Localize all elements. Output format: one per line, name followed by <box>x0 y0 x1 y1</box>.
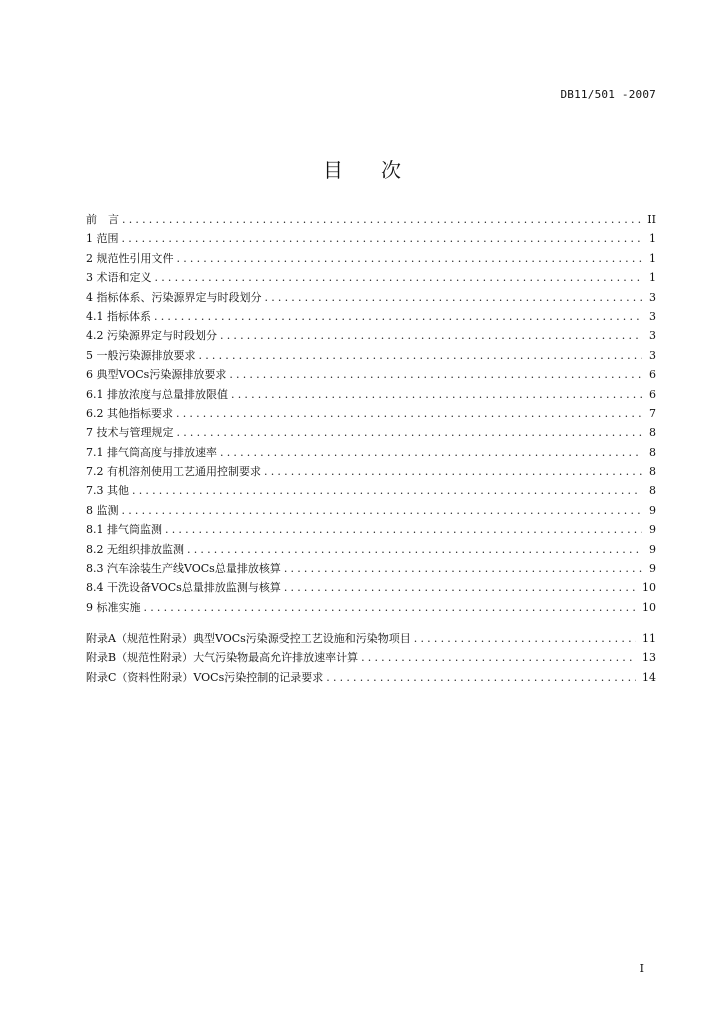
dot-leader <box>326 668 636 687</box>
toc-entry-page: 14 <box>642 670 656 684</box>
toc-entry-page: 3 <box>649 290 656 304</box>
toc-entry[interactable] <box>86 481 656 500</box>
dot-leader <box>284 559 642 578</box>
toc-entry-page: 3 <box>649 348 656 362</box>
toc-entry-label: 8.3 汽车涂装生产线VOCs总量排放核算 <box>86 562 281 576</box>
toc-entry[interactable] <box>86 423 656 442</box>
toc-entry-label: 附录B（规范性附录）大气污染物最高允许排放速率计算 <box>86 651 359 665</box>
toc-entry-label: 4 指标体系、污染源界定与时段划分 <box>86 290 262 304</box>
toc-entry-label: 6.1 排放浓度与总量排放限值 <box>86 387 228 401</box>
toc-entry[interactable] <box>86 307 656 326</box>
toc-entry[interactable] <box>86 229 656 248</box>
dot-leader <box>220 326 642 345</box>
toc-entry-page: II <box>647 213 656 226</box>
toc-entry[interactable] <box>86 540 656 559</box>
toc-entry[interactable] <box>86 501 656 520</box>
dot-leader <box>122 210 641 229</box>
toc-entry-label: 4.2 污染源界定与时段划分 <box>86 329 217 343</box>
toc-entry-label: 8.2 无组织排放监测 <box>86 542 184 556</box>
document-code: DB11/501 -2007 <box>560 88 656 101</box>
dot-leader <box>231 385 642 404</box>
toc-entry-label: 8.1 排气筒监测 <box>86 523 162 537</box>
toc-entry[interactable] <box>86 598 656 617</box>
toc-entry-page: 3 <box>649 329 656 343</box>
toc-entry-page: 8 <box>649 426 656 440</box>
toc-entry-page: 9 <box>649 542 656 556</box>
toc-entry-page: 1 <box>649 271 656 285</box>
dot-leader <box>155 268 643 287</box>
toc-entry-label: 附录A（规范性附录）典型VOCs污染源受控工艺设施和污染物项目 <box>86 632 411 645</box>
toc-entry-page: 8 <box>649 484 656 498</box>
dot-leader <box>177 249 643 268</box>
toc-entry[interactable] <box>86 385 656 404</box>
toc-entry-page: 8 <box>649 445 656 459</box>
toc-entry[interactable] <box>86 288 656 307</box>
dot-leader <box>264 462 642 481</box>
toc-entry-label: 7 技术与管理规定 <box>86 426 174 440</box>
toc-entry-label: 8.4 干洗设备VOCs总量排放监测与核算 <box>86 581 281 595</box>
appendix-entry[interactable] <box>86 668 656 687</box>
dot-leader <box>177 423 643 442</box>
toc-entry-label: 9 标准实施 <box>86 600 141 614</box>
toc-entry[interactable] <box>86 346 656 365</box>
toc-entry[interactable] <box>86 520 656 539</box>
dot-leader <box>187 540 642 559</box>
appendix-list <box>86 629 656 687</box>
dot-leader <box>144 598 637 617</box>
toc-entry-label: 6.2 其他指标要求 <box>86 406 173 420</box>
toc-entry[interactable] <box>86 365 656 384</box>
toc-entry-page: 10 <box>642 600 656 614</box>
toc-entry[interactable] <box>86 578 656 597</box>
toc-entry-page: 13 <box>642 651 656 665</box>
dot-leader <box>165 520 642 539</box>
dot-leader <box>220 443 642 462</box>
toc-entry-label: 4.1 指标体系 <box>86 309 151 323</box>
toc-entry-page: 8 <box>649 465 656 479</box>
toc-entry-label: 1 范围 <box>86 232 119 246</box>
toc-entry-label: 3 术语和定义 <box>86 271 152 285</box>
toc-entry[interactable] <box>86 404 656 423</box>
toc-entry-label: 6 典型VOCs污染源排放要求 <box>86 368 227 382</box>
toc-entry-page: 7 <box>649 406 656 420</box>
toc-entry-page: 1 <box>649 251 656 265</box>
dot-leader <box>132 481 642 500</box>
dot-leader <box>199 346 643 365</box>
appendix-entry[interactable] <box>86 629 656 648</box>
toc-entry-label: 7.1 排气筒高度与排放速率 <box>86 445 217 459</box>
toc-entry-page: 9 <box>649 562 656 576</box>
toc-entry[interactable] <box>86 268 656 287</box>
toc-entry-page: 6 <box>649 368 656 382</box>
dot-leader <box>122 229 643 248</box>
toc-entry-label: 7.3 其他 <box>86 484 129 498</box>
toc-entry[interactable] <box>86 462 656 481</box>
page-number: I <box>639 962 644 975</box>
appendix-entry[interactable] <box>86 648 656 667</box>
dot-leader <box>361 648 636 667</box>
table-of-contents <box>86 210 656 617</box>
toc-entry-label: 5 一般污染源排放要求 <box>86 348 196 362</box>
page-title: 目次 <box>323 158 439 182</box>
dot-leader <box>284 578 636 597</box>
toc-entry[interactable] <box>86 210 656 229</box>
toc-entry-label: 2 规范性引用文件 <box>86 251 174 265</box>
dot-leader <box>122 501 643 520</box>
toc-entry[interactable] <box>86 443 656 462</box>
toc-entry-page: 1 <box>649 232 656 246</box>
toc-entry-page: 9 <box>649 523 656 537</box>
dot-leader <box>265 288 643 307</box>
toc-entry-page: 6 <box>649 387 656 401</box>
dot-leader <box>414 629 636 648</box>
toc-entry-page: 10 <box>642 581 656 595</box>
dot-leader <box>229 365 642 384</box>
toc-entry-label: 前 言 <box>86 213 119 226</box>
dot-leader <box>176 404 642 423</box>
toc-entry[interactable] <box>86 326 656 345</box>
toc-entry-label: 7.2 有机溶剂使用工艺通用控制要求 <box>86 465 261 479</box>
toc-entry-page: 3 <box>649 309 656 323</box>
toc-entry-page: 9 <box>649 503 656 517</box>
toc-entry-label: 8 监测 <box>86 503 119 517</box>
dot-leader <box>154 307 642 326</box>
toc-entry[interactable] <box>86 559 656 578</box>
toc-entry[interactable] <box>86 249 656 268</box>
toc-entry-page: 11 <box>642 632 656 645</box>
toc-entry-label: 附录C（资料性附录）VOCs污染控制的记录要求 <box>86 670 324 684</box>
